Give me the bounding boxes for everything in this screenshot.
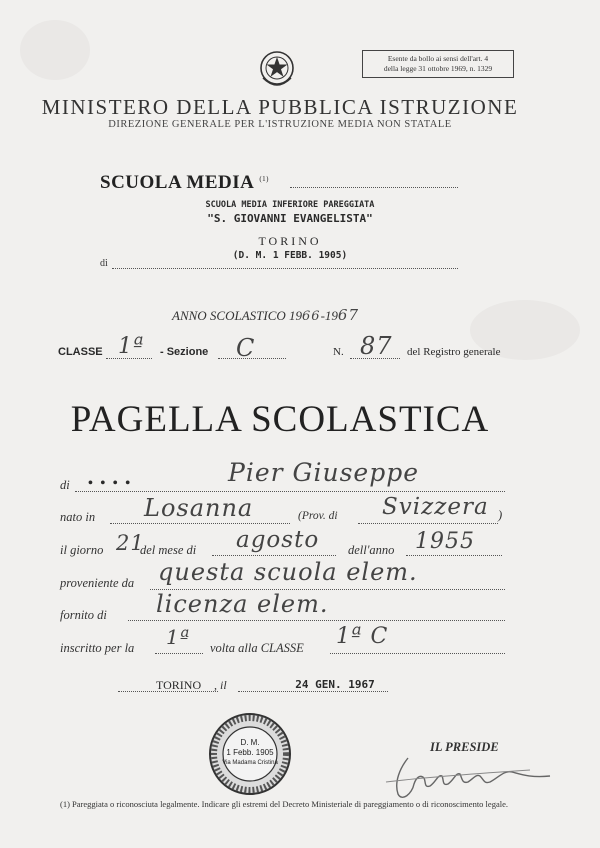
school-title [100, 172, 269, 194]
classe-line [106, 358, 152, 359]
birth-day: 21 [116, 531, 145, 555]
issue-date: 24 GEN. 1967 [295, 678, 375, 691]
birth-month-line [212, 555, 336, 556]
seal-center-text [208, 738, 292, 768]
school-stamp-line2: "S. GIOVANNI EVANGELISTA" [207, 212, 373, 225]
province-close: ) [498, 508, 503, 522]
school-year-label: ANNO SCOLASTICO 19 [172, 308, 303, 323]
birth-year-label: dell'anno [348, 543, 395, 557]
school-year-end: 67 [337, 306, 360, 324]
province: Svizzera [382, 494, 489, 520]
birth-month-label: del mese di [140, 543, 197, 557]
seal-text-2: 1 Febb. 1905 [226, 748, 274, 757]
paper-stain [20, 20, 90, 80]
birthplace-label: nato in [60, 510, 96, 524]
school-di-label: di [100, 258, 108, 269]
birthplace-line [110, 523, 290, 524]
enrolled-times: 1ª [166, 625, 191, 649]
origin: questa scuola elem. [158, 558, 418, 586]
student-name: Pier Giuseppe [228, 458, 420, 487]
sezione-value: C [236, 334, 256, 362]
number-label: N. [333, 346, 344, 358]
italian-republic-emblem-icon [258, 48, 296, 90]
stamp-duty-note-line2: della legge 31 ottobre 1969, n. 1329 [383, 64, 493, 73]
province-label: (Prov. di [298, 510, 338, 522]
school-title-text: SCUOLA MEDIA [100, 172, 255, 193]
enrolled-mid-label: volta alla CLASSE [210, 641, 304, 655]
school-location-line [112, 268, 458, 269]
province-line [358, 523, 498, 524]
provided: licenza elem. [156, 590, 329, 618]
school-name-line [290, 187, 458, 188]
school-stamp-city: TORINO [258, 234, 322, 248]
birth-month: agosto [236, 527, 320, 553]
origin-label: proveniente da [60, 576, 135, 590]
seal-text-1: D. M. [240, 738, 260, 747]
provided-label: fornito di [60, 608, 107, 622]
register-number: 87 [360, 332, 393, 360]
footnote: (1) Pareggiata o riconosciuta legalmente. Indicare gli estremi del Decreto Ministeriale di pareggiamento o di riconoscimento legale. [60, 799, 508, 809]
birthplace: Losanna [144, 494, 254, 522]
enrolled-class: 1ª C [336, 624, 389, 649]
ministry-heading: MINISTERO DELLA PUBBLICA ISTRUZIONE [41, 95, 519, 119]
enrolled-class-line [330, 653, 505, 654]
principal-signature-icon [380, 748, 560, 804]
date-line [238, 691, 388, 692]
document-title: PAGELLA SCOLASTICA [70, 399, 490, 440]
seal-text-3: Via Madama Cristina [222, 760, 278, 766]
student-name-line [75, 491, 505, 492]
school-year [172, 306, 359, 324]
birth-day-label: il giorno [60, 543, 104, 557]
school-stamp-line1: SCUOLA MEDIA INFERIORE PAREGGIATA [205, 200, 375, 210]
register-label: del Registro generale [407, 346, 501, 358]
classe-value: 1ª [118, 334, 145, 359]
enrolled-label: inscritto per la [60, 641, 135, 655]
footnote-marker: (1) [259, 174, 269, 183]
student-di-label: di [60, 478, 70, 492]
stamp-duty-exemption-box [362, 50, 514, 78]
sezione-line [218, 358, 286, 359]
school-year-separator: -19 [320, 308, 338, 323]
stamp-duty-note-line1: Esente da bollo ai sensi dell'art. 4 [387, 54, 489, 63]
sezione-label: - Sezione [160, 346, 209, 358]
enrolled-times-line [155, 653, 203, 654]
issue-il-label: , il [214, 678, 227, 692]
classe-label: CLASSE [58, 346, 103, 358]
provided-line [128, 620, 505, 621]
directorate-subheading: DIREZIONE GENERALE PER L'ISTRUZIONE MEDIA NON STATALE [108, 119, 452, 130]
school-year-start: 66 [302, 309, 321, 324]
birth-year-line [406, 555, 502, 556]
student-redacted-dots: • • • • [88, 476, 133, 491]
number-line [350, 358, 400, 359]
issue-place: TORINO [156, 678, 202, 692]
principal-role: IL PRESIDE [430, 740, 499, 754]
place-line [118, 691, 218, 692]
school-stamp-decree: (D. M. 1 FEBB. 1905) [232, 250, 348, 261]
birth-year: 1955 [415, 529, 475, 554]
